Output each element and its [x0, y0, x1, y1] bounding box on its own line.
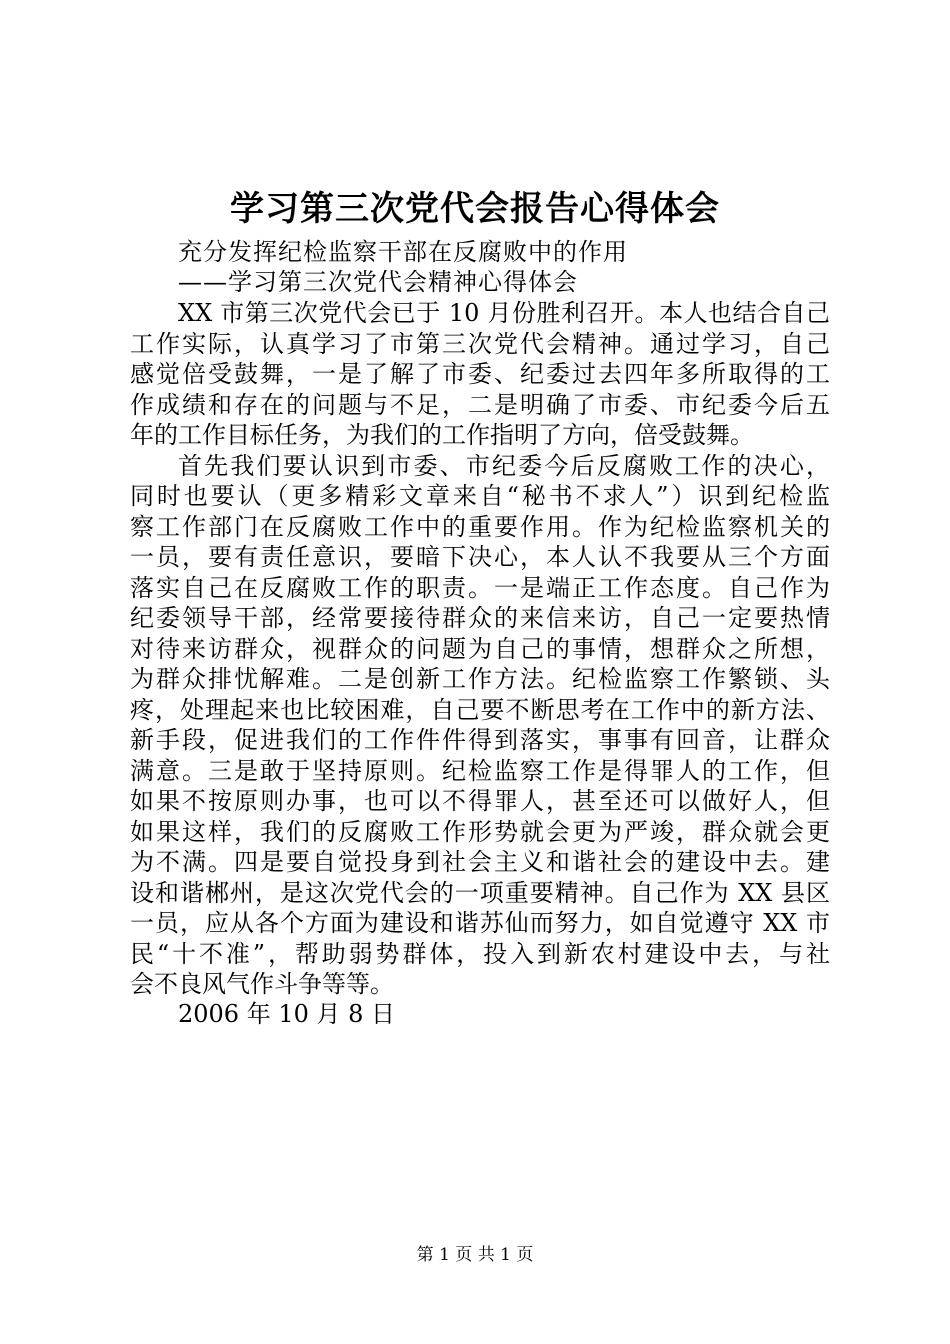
paragraph-line: XX 市第三次党代会已于 10 月份胜利召开。本人也结合自己	[178, 299, 830, 327]
paragraph-line: 纪委领导干部，经常要接待群众的来信来访，自己一定要热情	[130, 604, 830, 632]
paragraph-line: 如果不按原则办事，也可以不得罪人，甚至还可以做好人，但	[130, 787, 830, 815]
paragraph-line: 一员，要有责任意识，要暗下决心，本人认不我要从三个方面	[130, 543, 830, 571]
paragraph-2	[130, 451, 830, 1000]
paragraph-line: 会不良风气作斗争等等。	[130, 970, 394, 998]
paragraph-1	[130, 298, 830, 451]
paragraph-line: 对待来访群众，视群众的问题为自己的事情，想群众之所想，	[130, 634, 830, 663]
paragraph-line: 年的工作目标任务，为我们的工作指明了方向，倍受鼓舞。	[130, 421, 754, 449]
paragraph-line: 落实自己在反腐败工作的职责。一是端正工作态度。自己作为	[130, 573, 830, 602]
document-subtitle: 充分发挥纪检监察干部在反腐败中的作用	[178, 238, 628, 266]
paragraph-line: 察工作部门在反腐败工作中的重要作用。作为纪检监察机关的	[130, 512, 830, 541]
paragraph-line: 同时也要认（更多精彩文章来自“秘书不求人”）识到纪检监	[130, 482, 830, 510]
paragraph-line: 作成绩和存在的问题与不足，二是明确了市委、市纪委今后五	[130, 390, 830, 419]
paragraph-line: 感觉倍受鼓舞，一是了解了市委、纪委过去四年多所取得的工	[130, 360, 830, 388]
page-footer: 第 1 页 共 1 页	[416, 1245, 534, 1265]
paragraph-line: 首先我们要认识到市委、市纪委今后反腐败工作的决心，	[178, 451, 830, 480]
paragraph-line: 一员，应从各个方面为建设和谐苏仙而努力，如自觉遵守 XX 市	[130, 909, 830, 937]
paragraph-line: 满意。三是敢于坚持原则。纪检监察工作是得罪人的工作，但	[130, 756, 830, 785]
paragraph-line: 疼，处理起来也比较困难，自己要不断思考在工作中的新方法、	[130, 695, 830, 724]
paragraph-line: 工作实际，认真学习了市第三次党代会精神。通过学习，自己	[130, 329, 830, 358]
document-title: 学习第三次党代会报告心得体会	[230, 189, 720, 229]
paragraph-line: 如果这样，我们的反腐败工作形势就会更为严竣，群众就会更	[130, 817, 830, 846]
paragraph-line: 为群众排忧解难。二是创新工作方法。纪检监察工作繁锁、头	[130, 665, 830, 693]
paragraph-line: 民“十不准”，帮助弱势群体，投入到新农村建设中去，与社	[130, 939, 830, 968]
paragraph-line: 设和谐郴州，是这次党代会的一项重要精神。自己作为 XX 县区	[130, 878, 830, 907]
document-subtitle-secondary: ——学习第三次党代会精神心得体会	[178, 268, 578, 296]
paragraph-line: 为不满。四是要自觉投身到社会主义和谐社会的建设中去。建	[130, 848, 830, 876]
paragraph-line: 新手段，促进我们的工作件件得到落实，事事有回音，让群众	[130, 726, 830, 754]
document-body	[130, 298, 830, 1000]
document-date: 2006 年 10 月 8 日	[178, 1000, 396, 1028]
